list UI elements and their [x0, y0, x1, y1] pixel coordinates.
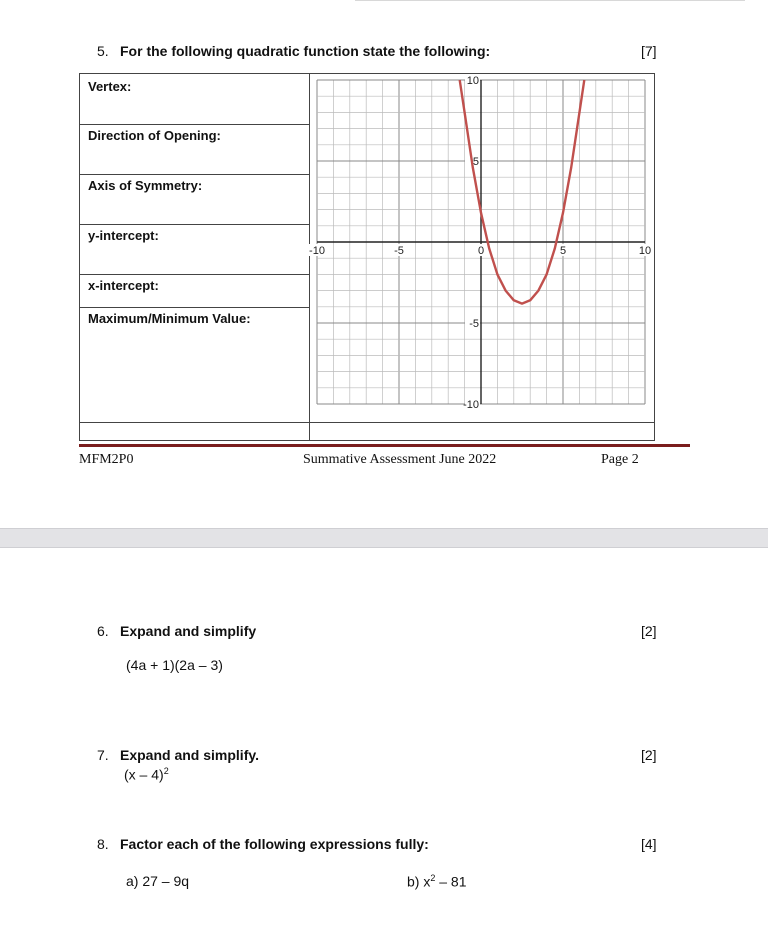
footer-rule: [79, 444, 690, 447]
y-tick-label: -10: [463, 399, 479, 411]
question-6-text: Expand and simplify: [120, 623, 257, 639]
question-8-marks: [4]: [641, 836, 657, 852]
max-min-label: Maximum/Minimum Value:: [88, 311, 251, 326]
question-5-marks: [7]: [641, 43, 657, 59]
x-tick-label: 0: [477, 245, 485, 257]
footer-page: Page 2: [601, 452, 639, 467]
question-7-number: 7.: [97, 747, 109, 763]
y-tick-label: 5: [472, 156, 479, 168]
top-divider: [355, 0, 745, 4]
question-6-number: 6.: [97, 623, 109, 639]
quadratic-table: [79, 73, 655, 441]
question-8-part-b: b) $x^2 - 81$: [407, 873, 467, 890]
question-5-number: 5.: [97, 43, 109, 59]
page-break: [0, 528, 768, 548]
question-5-text: For the following quadratic function state the following:: [120, 43, 491, 59]
footer-course: MFM2P0: [79, 452, 134, 467]
x-tick-label: 5: [559, 245, 567, 257]
axis-label: Axis of Symmetry:: [88, 178, 203, 193]
x-tick-label: 10: [638, 245, 652, 257]
y-intercept-label: y-intercept:: [88, 228, 159, 243]
footer-title: Summative Assessment June 2022: [303, 452, 497, 467]
question-8-part-a: a) 27 – 9q: [126, 873, 190, 889]
vertex-label: Vertex:: [88, 79, 132, 94]
question-8-text: Factor each of the following expressions fully:: [120, 836, 429, 852]
question-6-expression: (4a + 1)(2a – 3): [126, 657, 223, 673]
question-7-text: Expand and simplify.: [120, 747, 259, 763]
y-tick-label: -5: [469, 318, 479, 330]
x-intercept-label: x-intercept:: [88, 278, 159, 293]
question-7-marks: [2]: [641, 747, 657, 763]
x-tick-label: -10: [309, 245, 325, 257]
x-tick-label: -5: [394, 245, 404, 257]
question-6-marks: [2]: [641, 623, 657, 639]
question-8-number: 8.: [97, 836, 109, 852]
parabola-curve: [460, 80, 585, 304]
y-tick-label: 10: [466, 75, 479, 87]
direction-label: Direction of Opening:: [88, 128, 221, 143]
parabola-graph: [309, 74, 654, 421]
question-7-expression: (x – 4)$^2$: [124, 766, 169, 783]
